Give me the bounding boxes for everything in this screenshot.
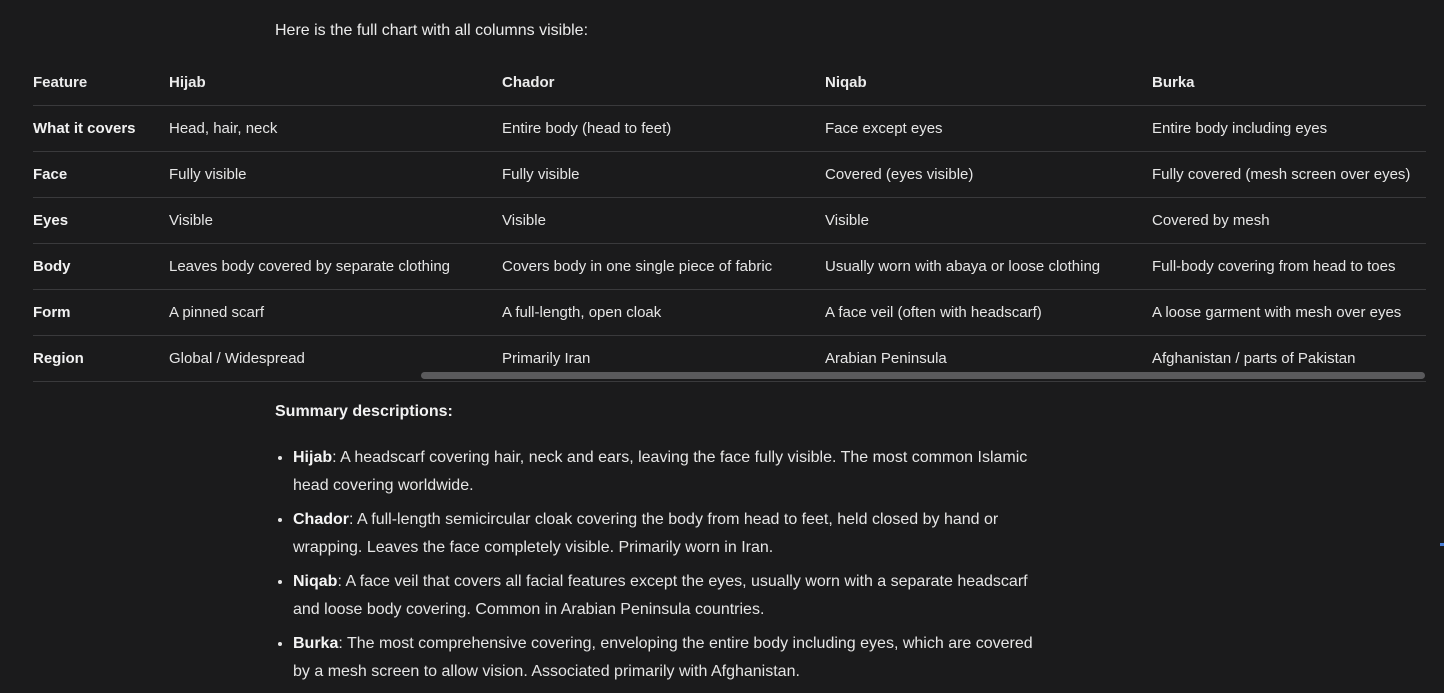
table-cell: Usually worn with abaya or loose clothing	[825, 244, 1152, 290]
table-cell: Leaves body covered by separate clothing	[169, 244, 502, 290]
table-cell: Covered by mesh	[1152, 198, 1426, 244]
row-label: Face	[33, 152, 169, 198]
description: : The most comprehensive covering, enveloping the entire body including eyes, which are covered by a mesh screen to allow vision. Associated primarily with Afghanistan.	[293, 635, 1033, 680]
summary-title: Summary descriptions:	[275, 403, 453, 420]
table-cell: Fully covered (mesh screen over eyes)	[1152, 152, 1426, 198]
table-cell: A full-length, open cloak	[502, 290, 825, 336]
table-cell: Full-body covering from head to toes	[1152, 244, 1426, 290]
header-burka: Burka	[1152, 60, 1426, 106]
table-cell: A loose garment with mesh over eyes	[1152, 290, 1426, 336]
comparison-table	[33, 60, 1426, 382]
table-cell: Arabian Peninsula	[825, 336, 1152, 382]
table-row	[33, 244, 1426, 290]
table-cell: A face veil (often with headscarf)	[825, 290, 1152, 336]
table-cell: Entire body (head to feet)	[502, 106, 825, 152]
table-cell: Global / Widespread	[169, 336, 502, 382]
comparison-table-container[interactable]	[33, 60, 1426, 382]
list-item	[293, 630, 1035, 686]
table-header-row	[33, 60, 1426, 106]
table-cell: Covers body in one single piece of fabric	[502, 244, 825, 290]
intro-text: Here is the full chart with all columns visible:	[275, 22, 589, 39]
row-label: Body	[33, 244, 169, 290]
summary-list	[275, 444, 1035, 686]
term-chador: Chador	[293, 511, 349, 528]
header-hijab: Hijab	[169, 60, 502, 106]
table-cell: Covered (eyes visible)	[825, 152, 1152, 198]
table-cell: Entire body including eyes	[1152, 106, 1426, 152]
row-label: What it covers	[33, 106, 169, 152]
list-item	[293, 506, 1035, 562]
table-row	[33, 152, 1426, 198]
table-row	[33, 106, 1426, 152]
header-chador: Chador	[502, 60, 825, 106]
term-hijab: Hijab	[293, 449, 333, 466]
row-label: Form	[33, 290, 169, 336]
table-row	[33, 290, 1426, 336]
list-item	[293, 568, 1035, 624]
table-cell: Head, hair, neck	[169, 106, 502, 152]
table-cell: Fully visible	[502, 152, 825, 198]
table-cell: Visible	[169, 198, 502, 244]
table-cell: Visible	[502, 198, 825, 244]
table-cell: Primarily Iran	[502, 336, 825, 382]
scrollbar-thumb[interactable]	[421, 372, 1425, 379]
header-feature: Feature	[33, 60, 169, 106]
header-niqab: Niqab	[825, 60, 1152, 106]
horizontal-scrollbar[interactable]	[33, 370, 1426, 380]
table-cell: Face except eyes	[825, 106, 1152, 152]
row-label: Eyes	[33, 198, 169, 244]
table-cell: Afghanistan / parts of Pakistan	[1152, 336, 1426, 382]
edge-indicator	[1440, 543, 1444, 546]
description: : A full-length semicircular cloak covering the body from head to feet, held closed by hand or wrapping. Leaves the face completely visible. Primarily worn in Iran.	[293, 511, 999, 556]
description: : A face veil that covers all facial features except the eyes, usually worn with a separate headscarf and loose body covering. Common in Arabian Peninsula countries.	[293, 573, 1028, 618]
description: : A headscarf covering hair, neck and ears, leaving the face fully visible. The most common Islamic head covering worldwide.	[293, 449, 1028, 494]
summary-section	[275, 400, 1035, 692]
term-niqab: Niqab	[293, 573, 338, 590]
term-burka: Burka	[293, 635, 339, 652]
table-cell: Fully visible	[169, 152, 502, 198]
table-cell: Visible	[825, 198, 1152, 244]
row-label: Region	[33, 336, 169, 382]
list-item	[293, 444, 1035, 500]
table-row	[33, 198, 1426, 244]
table-cell: A pinned scarf	[169, 290, 502, 336]
